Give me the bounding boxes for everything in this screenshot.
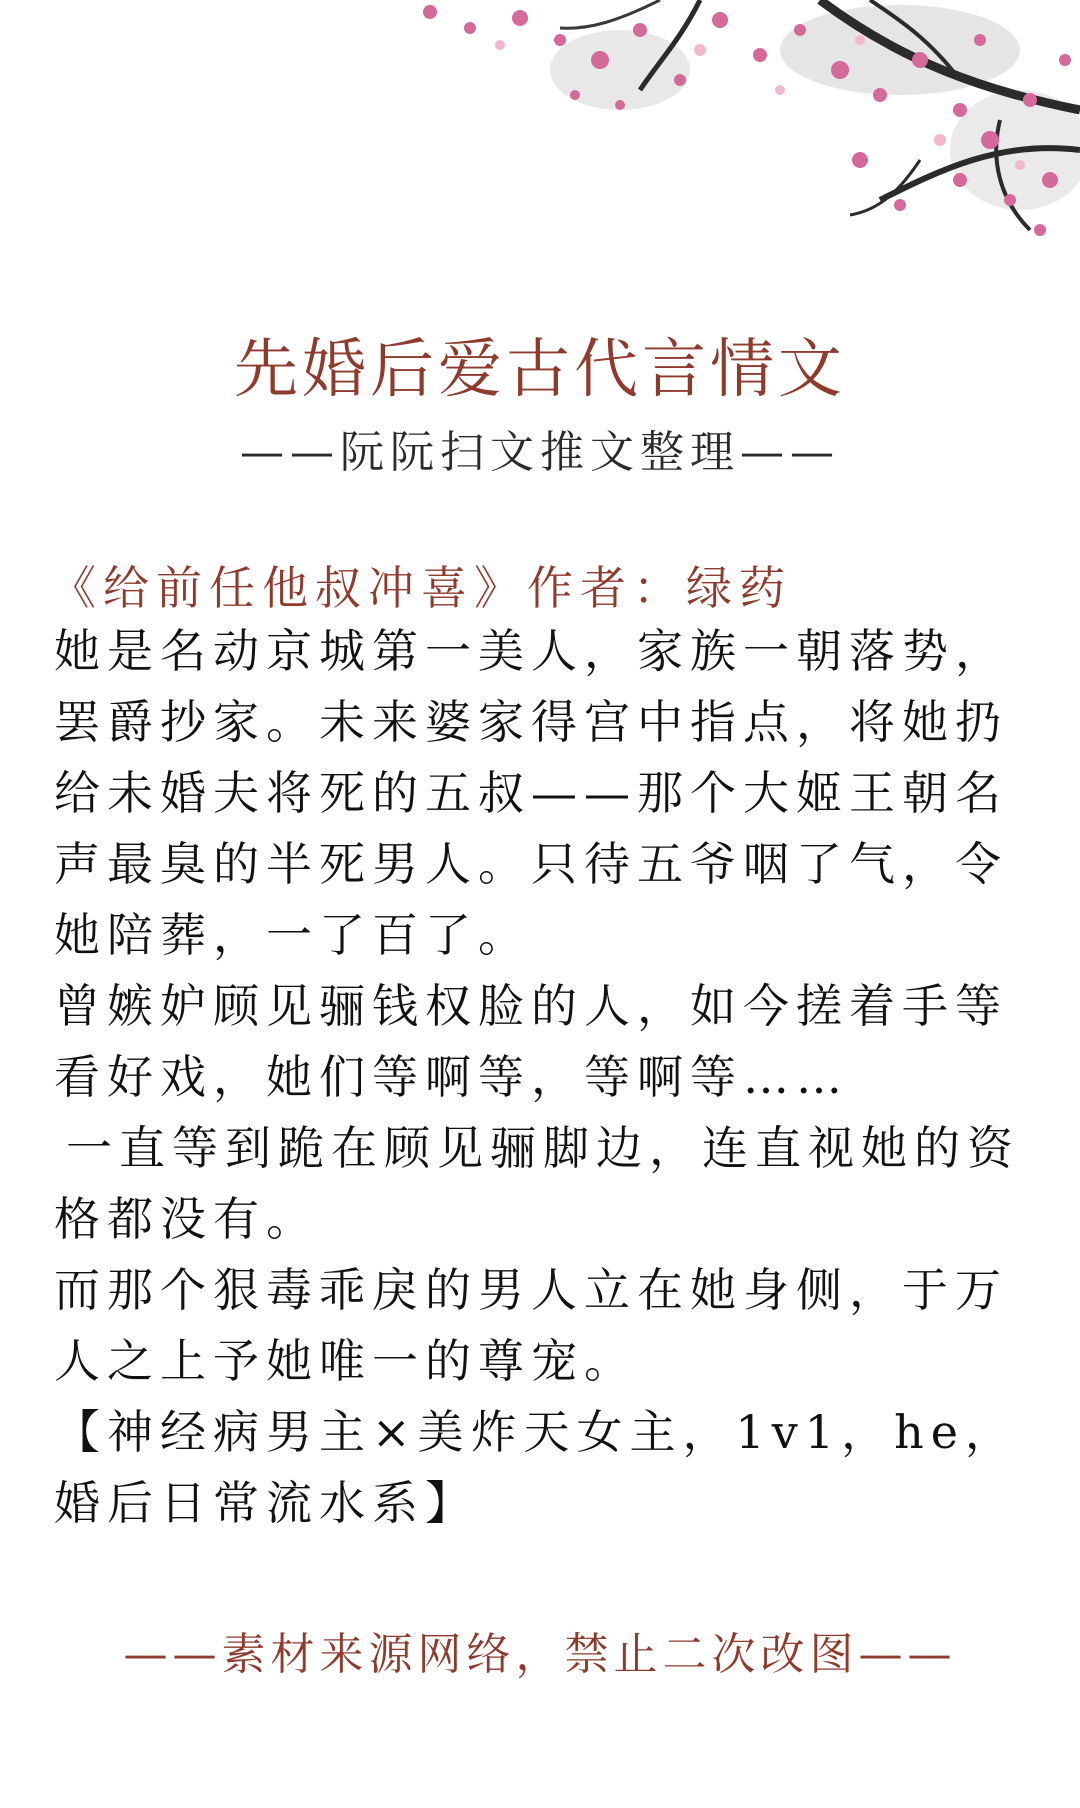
page-subtitle: ——阮阮扫文推文整理—— <box>240 427 840 478</box>
page-title: 先婚后爱古代言情文 <box>234 333 846 407</box>
description-paragraph: 一直等到跪在顾见骊脚边，连直视她的资格都没有。 <box>54 1121 1020 1246</box>
description-paragraph: 她是名动京城第一美人，家族一朝落势，罢爵抄家。未来婆家得宫中指点，将她扔给未婚夫将死的五叔——那个大姬王朝名声最臭的半死男人。只待五爷咽了气，令她陪葬，一了百了。 <box>54 624 1008 962</box>
description-paragraph: 曾嫉妒顾见骊钱权脸的人，如今搓着手等看好戏，她们等啊等，等啊等…… <box>54 979 1008 1104</box>
description-paragraph: 而那个狠毒乖戾的男人立在她身侧，于万人之上予她唯一的尊宠。 <box>54 1263 1008 1388</box>
book-title-author: 《给前任他叔冲喜》作者：绿药 <box>50 561 792 615</box>
description-tags: 【神经病男主×美炸天女主，1v1，he，婚后日常流水系】 <box>54 1405 1018 1530</box>
book-description <box>54 616 1044 1539</box>
plum-blossom-branch-decoration <box>0 0 1080 260</box>
source-disclaimer: ——素材来源网络，禁止二次改图—— <box>123 1629 957 1680</box>
